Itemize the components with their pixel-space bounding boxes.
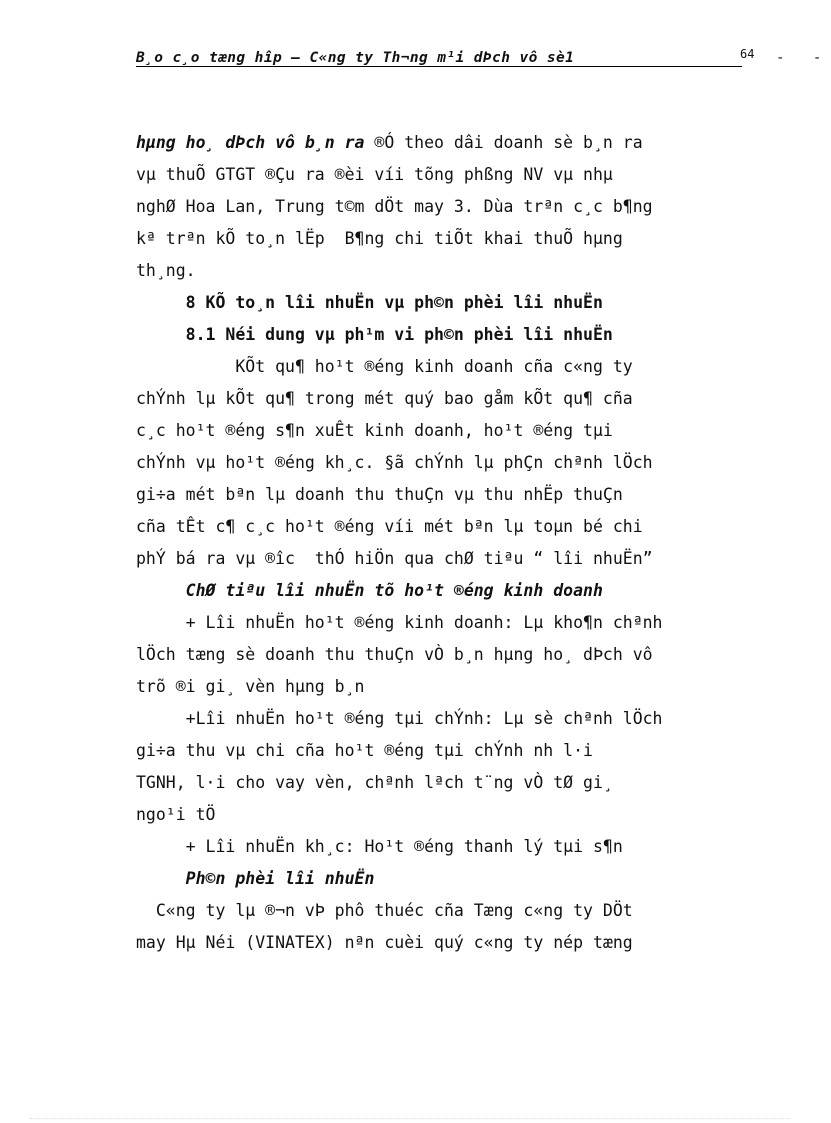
text-line: gi÷a mét bªn lµ doanh thu thuÇn vµ thu nhËp thuÇn (136, 485, 623, 504)
text-line: chÝnh vµ ho¹t ®éng kh¸c. §ã chÝnh lµ phÇn chªnh lÖch (136, 453, 653, 472)
inline-emphasis: hµng ho¸ dÞch vô b¸n ra (136, 133, 365, 152)
text-line: lÖch tæng sè doanh thu thuÇn vÒ b¸n hµng ho¸ dÞch vô (136, 645, 653, 664)
italic-heading: ChØ tiªu lîi nhuËn tõ ho¹t ®éng kinh doanh (136, 581, 603, 600)
inline-text: ®Ó theo dâi doanh sè b¸n ra (364, 133, 643, 152)
text-line: trõ ®i gi¸ vèn hµng b¸n (136, 677, 365, 696)
text-line: ngo¹i tÖ (136, 805, 216, 824)
text-line: nghØ Hoa Lan, Trung t©m dÖt may 3. Dùa trªn c¸c b¶ng (136, 197, 653, 216)
text-line: kª trªn kÕ to¸n lËp B¶ng chi tiÕt khai thuÕ hµng (136, 229, 623, 248)
text-line (136, 130, 746, 162)
text-line: KÕt qu¶ ho¹t ®éng kinh doanh cña c«ng ty (136, 357, 633, 376)
text-line: vµ thuÕ GTGT ®Çu ra ®èi víi tõng phßng NV vµ nhµ (136, 165, 613, 184)
text-line: C«ng ty lµ ®¬n vÞ phô thuéc cña Tæng c«ng ty DÖt (136, 901, 633, 920)
text-line: may Hµ Néi (VINATEX) nªn cuèi quý c«ng ty nép tæng (136, 933, 633, 952)
text-line: chÝnh lµ kÕt qu¶ trong mét quý bao gåm kÕt qu¶ cña (136, 389, 633, 408)
text-line: +Lîi nhuËn ho¹t ®éng tµi chÝnh: Lµ sè chªnh lÖch (136, 709, 663, 728)
header-dashes: - - (776, 50, 831, 66)
text-line: + Lîi nhuËn ho¹t ®éng kinh doanh: Lµ kho¶n chªnh (136, 613, 663, 632)
header-rule (136, 66, 742, 67)
footer-divider (30, 1118, 790, 1119)
text-line: cña tÊt c¶ c¸c ho¹t ®éng víi mét bªn lµ toµn bé chi (136, 517, 643, 536)
text-line: gi÷a thu vµ chi cña ho¹t ®éng tµi chÝnh nh l·i (136, 741, 593, 760)
text-line: phÝ bá ra vµ ®îc thÓ hiÖn qua chØ tiªu “ lîi nhuËn” (136, 549, 653, 568)
italic-heading: Ph©n phèi lîi nhuËn (136, 869, 375, 888)
page-number: 64 (740, 47, 755, 61)
text-line: + Lîi nhuËn kh¸c: Ho¹t ®éng thanh lý tµi s¶n (136, 837, 623, 856)
header-title: B¸o c¸o tæng hîp – C«ng ty Th¬ng m¹i dÞch vô sè1 (136, 50, 575, 66)
body-text (136, 130, 746, 962)
text-line: th¸ng. (136, 261, 196, 280)
section-heading: 8 KÕ to¸n lîi nhuËn vµ ph©n phèi lîi nhuËn (136, 293, 603, 312)
subsection-heading: 8.1 Néi dung vµ ph¹m vi ph©n phèi lîi nhuËn (136, 325, 613, 344)
page-header (136, 44, 742, 68)
text-line: c¸c ho¹t ®éng s¶n xuÊt kinh doanh, ho¹t ®éng tµi (136, 421, 613, 440)
text-line: TGNH, l·i cho vay vèn, chªnh lªch t¨ng vÒ tØ gi¸ (136, 773, 613, 792)
